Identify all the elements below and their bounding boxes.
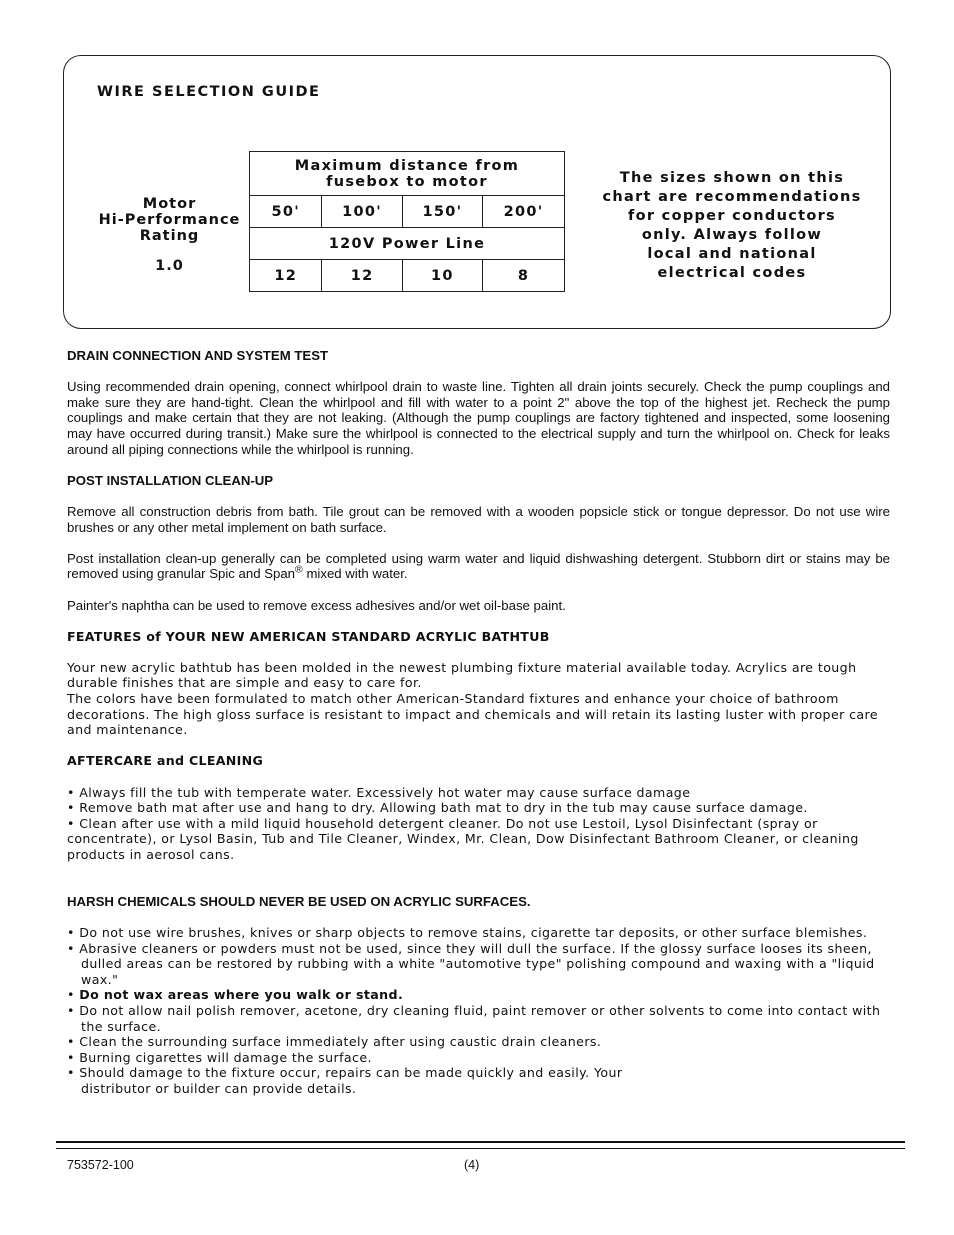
registered-mark: ® [295, 563, 303, 576]
harsh-bullet: • Clean the surrounding surface immediately after using caustic drain cleaners. [67, 1034, 602, 1050]
motor-label-line1: Motor [142, 196, 197, 212]
distance-cell: 150' [402, 196, 482, 228]
gauge-cell: 8 [483, 260, 565, 292]
instructions-content [67, 348, 890, 1097]
copper-conductor-note [592, 169, 872, 283]
features-paragraph-2: The colors have been formulated to match other American-Standard fixtures and enhance your choice of bathroom decorations. The high gloss surface is resistant to impact and chemicals and will retain its lasting luster with proper care and maintenance. [67, 691, 878, 738]
document-number: 753572-100 [67, 1158, 134, 1172]
motor-rating-label [82, 196, 257, 274]
note-line: chart are recommendations [602, 189, 862, 205]
cleanup-paragraph-3: Painter's naphtha can be used to remove excess adhesives and/or wet oil-base paint. [67, 597, 566, 613]
harsh-bullet: • Should damage to the fixture occur, repairs can be made quickly and easily. Your distributor or builder can provide details. [67, 1065, 623, 1096]
distance-header-line1: Maximum distance from [294, 157, 520, 174]
distance-cell: 200' [483, 196, 565, 228]
harsh-bullet: • Do not allow nail polish remover, acetone, dry cleaning fluid, paint remover or other solvents to come into contact with the surface. [67, 1002, 881, 1034]
note-line: local and national [647, 246, 817, 262]
distance-cell: 100' [322, 196, 402, 228]
aftercare-section-heading: AFTERCARE and CLEANING [67, 753, 264, 769]
aftercare-bullet: • Clean after use with a mild liquid household detergent cleaner. Do not use Lestoil, Lysol Disinfectant (spray or concentrate), or Lysol Basin, Tub and Tile Cleaner, Windex, Mr. Clean, Dow Disinfectant Bathroom Cleaner, or cleaning products in aerosol cans. [67, 815, 859, 862]
gauge-cell: 10 [402, 260, 482, 292]
note-line: The sizes shown on this [619, 170, 845, 186]
gauge-cell: 12 [250, 260, 322, 292]
note-line: only. Always follow [641, 227, 823, 243]
footer-rule-thick [56, 1141, 905, 1143]
wire-guide-title: WIRE SELECTION GUIDE [97, 84, 321, 100]
cleanup-paragraph-2 [67, 551, 890, 582]
aftercare-bullet: • Remove bath mat after use and hang to dry. Allowing bath mat to dry in the tub may cause surface damage. [67, 800, 808, 816]
drain-section-heading: DRAIN CONNECTION AND SYSTEM TEST [67, 348, 329, 363]
harsh-bullet-bold [67, 987, 890, 1003]
harsh-chemicals-heading: HARSH CHEMICALS SHOULD NEVER BE USED ON ACRYLIC SURFACES. [67, 893, 531, 909]
distance-header-cell [250, 152, 565, 196]
footer-rule-thin [56, 1148, 905, 1149]
harsh-bullet: • Burning cigarettes will damage the surface. [67, 1049, 372, 1065]
motor-rating-value: 1.0 [155, 258, 184, 274]
power-line-cell: 120V Power Line [250, 228, 565, 260]
wire-selection-guide-box [63, 55, 891, 329]
distance-cell: 50' [250, 196, 322, 228]
harsh-bullet: • Abrasive cleaners or powders must not be used, since they will dull the surface. If the glossy surface looses its sheen, dulled areas can be restored by rubbing with a white "automotive type" polishing compound and waxing with a "liquid wax." [67, 940, 875, 987]
cleanup-p2-end: mixed with water. [302, 566, 408, 582]
cleanup-p2-text: Post installation clean-up generally can be completed using warm water and liquid dishwashing detergent. Stubborn dirt or stains may be removed using granular Spic and Span [67, 550, 890, 582]
page-number: (4) [464, 1158, 480, 1172]
wire-size-table [249, 151, 565, 292]
wax-warning: Do not wax areas where you walk or stand. [79, 987, 404, 1003]
cleanup-section-heading: POST INSTALLATION CLEAN-UP [67, 472, 274, 488]
gauge-cell: 12 [322, 260, 402, 292]
harsh-bullet: • Do not use wire brushes, knives or sharp objects to remove stains, cigarette tar deposits, or other surface blemishes. [67, 924, 868, 940]
motor-label-line3: Rating [139, 228, 200, 244]
aftercare-bullet: • Always fill the tub with temperate water. Excessively hot water may cause surface damage [67, 784, 691, 800]
features-section-heading: FEATURES of YOUR NEW AMERICAN STANDARD ACRYLIC BATHTUB [67, 628, 550, 644]
cleanup-paragraph-1: Remove all construction debris from bath. Tile grout can be removed with a wooden popsicle stick or tongue depressor. Do not use wire brushes or any other metal implement on bath surface. [67, 503, 890, 535]
note-line: for copper conductors [628, 208, 836, 224]
features-paragraph-1: Your new acrylic bathtub has been molded in the newest plumbing fixture material available today. Acrylics are tough durable finishes that are simple and easy to care for. [67, 659, 857, 691]
motor-label-line2: Hi-Performance [98, 212, 241, 228]
distance-header-line2: fusebox to motor [326, 173, 488, 190]
bullet-mark: • [67, 987, 80, 1003]
drain-section-body: Using recommended drain opening, connect whirlpool drain to waste line. Tighten all drain joints securely. Check the pump couplings and make sure they are hand-tight. Clean the whirlpool and fill with water to a point 2" above the top of the highest jet. Recheck the pump couplings and make certain that they are not leaking. (Although the pump couplings are factory tightened and inspected, some loosening may have occurred during transit.) Make sure the whirlpool is connected to the electrical supply and turn the whirlpool on. Check for leaks around all piping connections while the whirlpool is running. [67, 379, 890, 457]
note-line: electrical codes [657, 265, 807, 281]
